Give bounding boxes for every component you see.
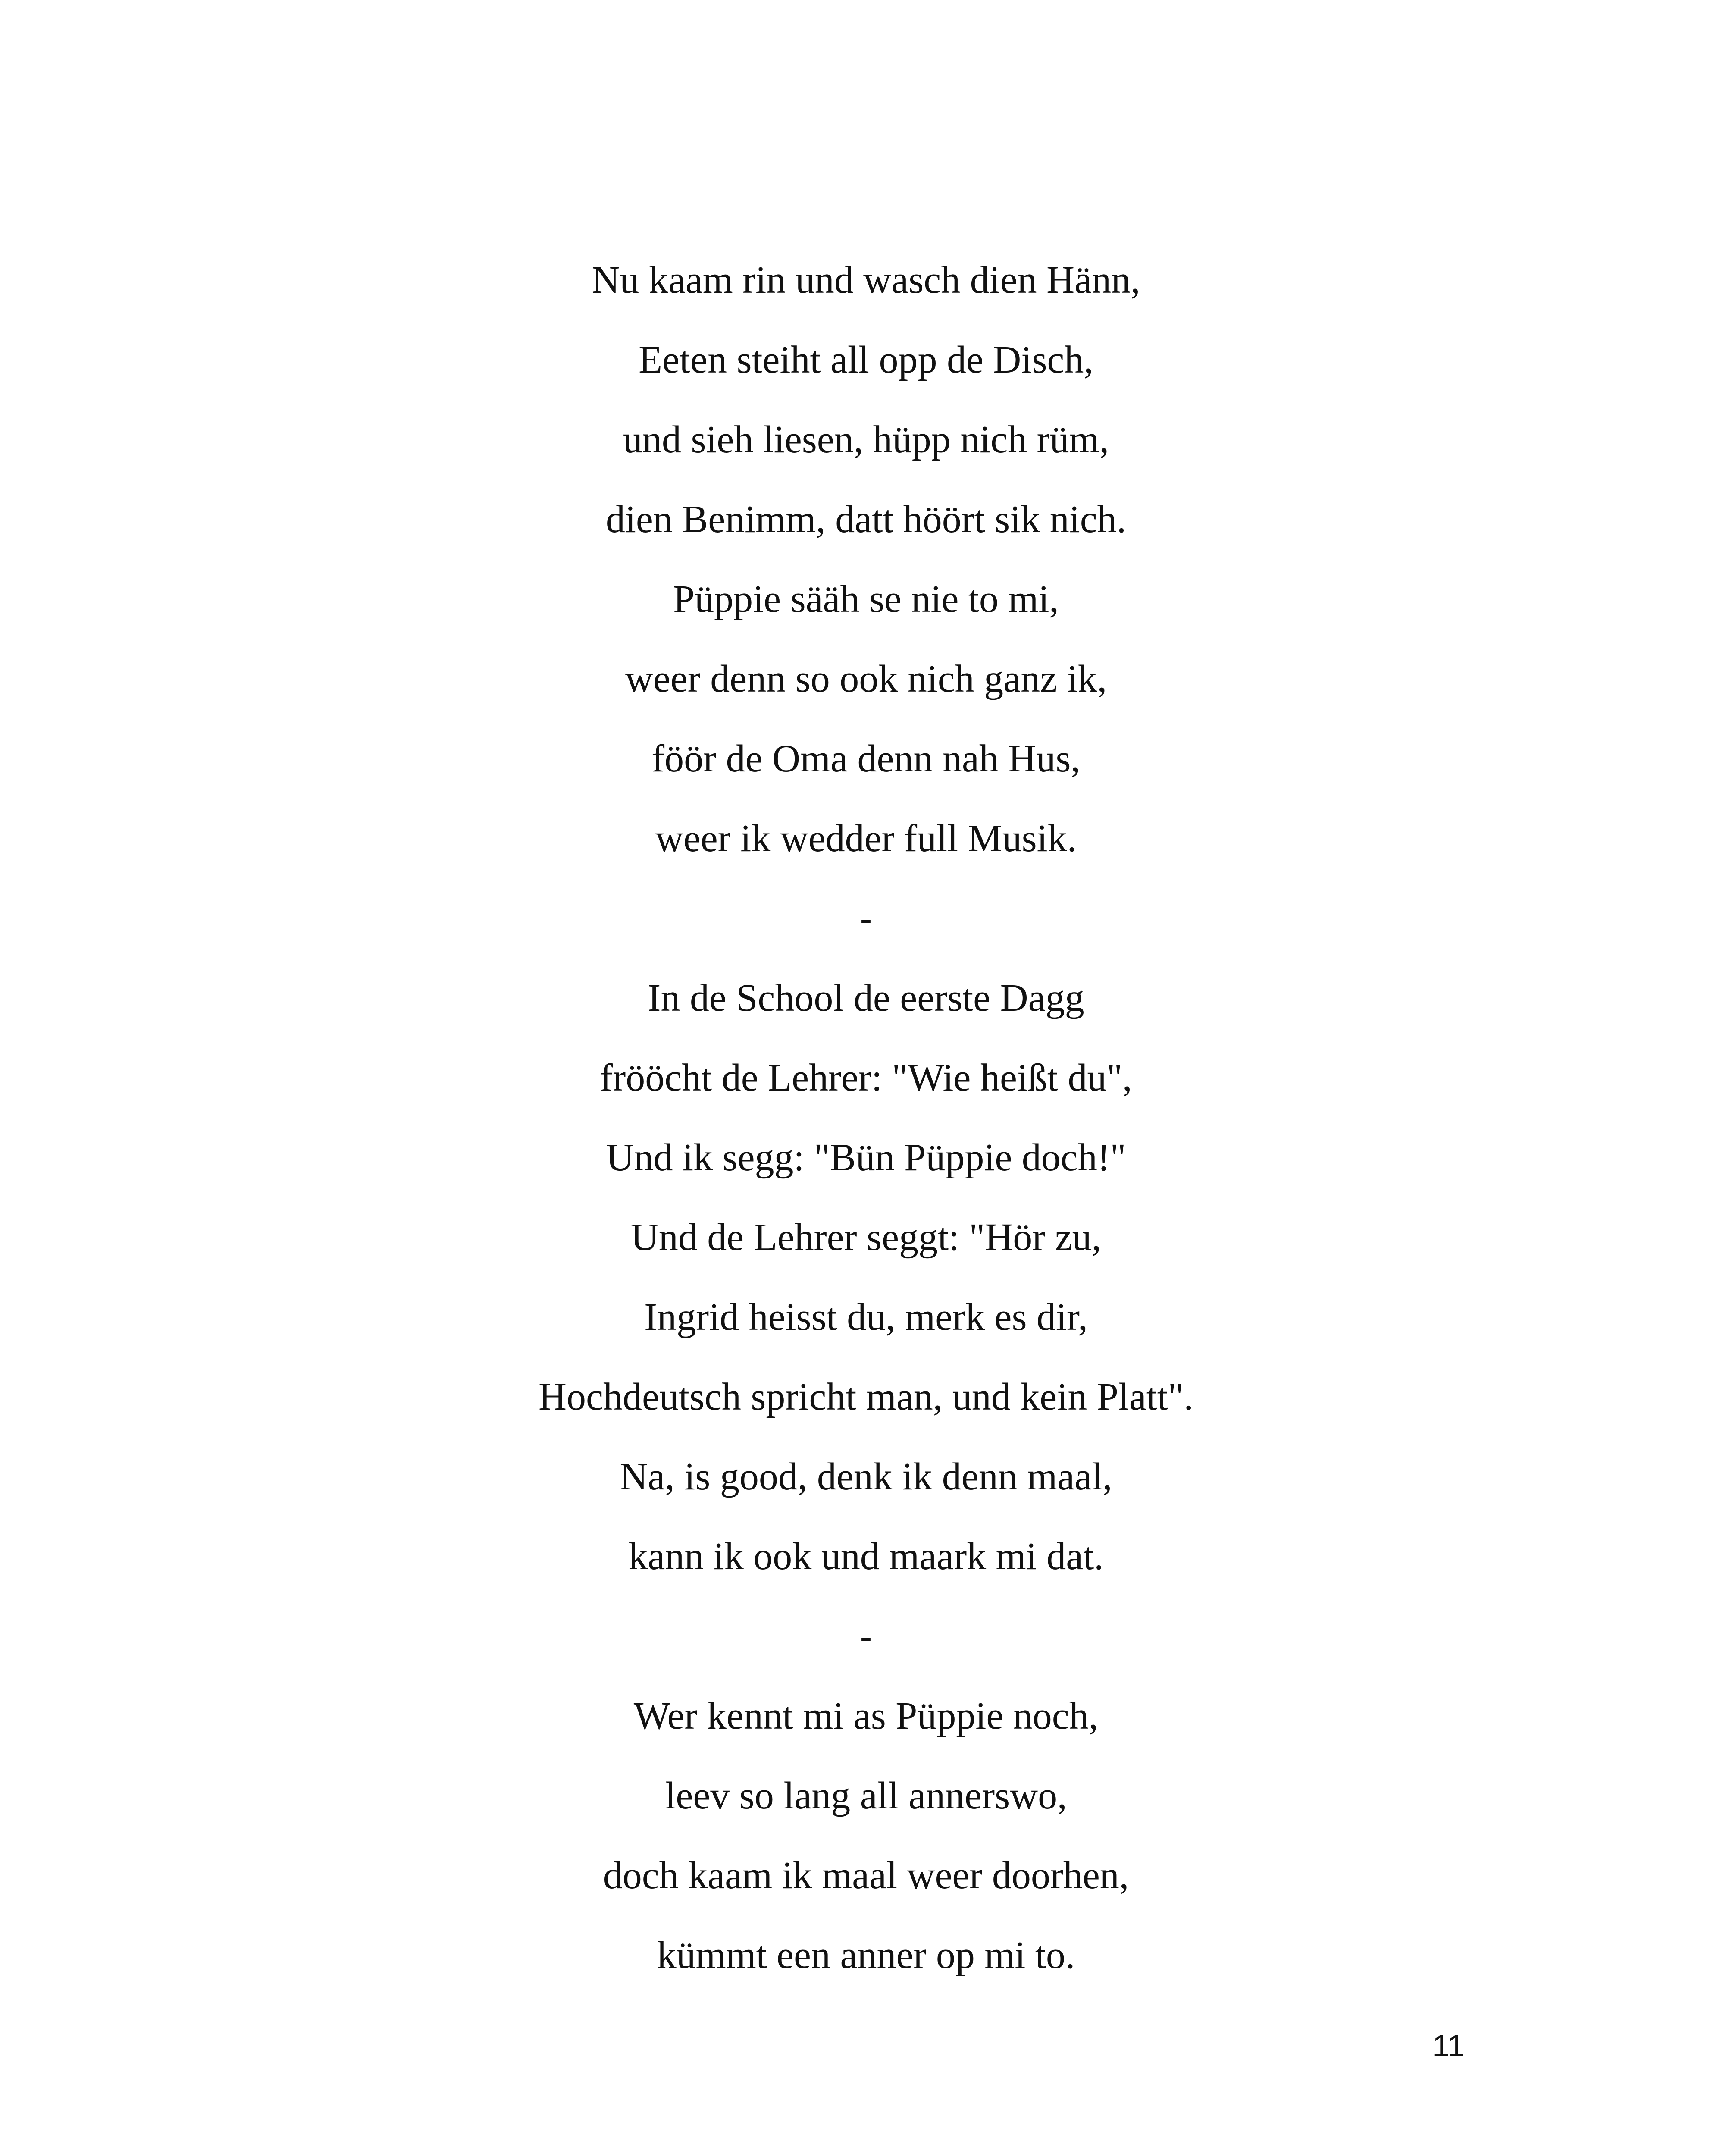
poem-line: Ingrid heisst du, merk es dir, — [644, 1296, 1088, 1338]
poem-line: Und de Lehrer seggt: "Hör zu, — [630, 1216, 1102, 1259]
poem-line: leev so lang all annerswo, — [665, 1774, 1067, 1817]
poem-line: doch kaam ik maal weer doorhen, — [603, 1854, 1129, 1897]
poem-line: föör de Oma denn nah Hus, — [651, 737, 1081, 780]
poem-line: Wer kennt mi as Püppie noch, — [633, 1695, 1099, 1737]
poem-line: frööcht de Lehrer: "Wie heißt du", — [600, 1056, 1132, 1099]
poem-line: dien Benimm, datt höört sik nich. — [605, 498, 1127, 541]
poem-line: Nu kaam rin und wasch dien Hänn, — [592, 259, 1140, 301]
poem-line: kann ik ook und maark mi dat. — [628, 1535, 1104, 1578]
poem-line: weer ik wedder full Musik. — [655, 817, 1077, 860]
page-number: 11 — [1432, 2029, 1465, 2063]
poem-line: Und ik segg: "Bün Püppie doch!" — [606, 1136, 1126, 1179]
poem-line: kümmt een anner op mi to. — [657, 1934, 1075, 1977]
stanza-separator: - — [860, 899, 872, 937]
poem-line: und sieh liesen, hüpp nich rüm, — [623, 418, 1109, 461]
poem-line: Püppie sääh se nie to mi, — [673, 578, 1059, 620]
poem-line: Na, is good, denk ik denn maal, — [620, 1455, 1112, 1498]
poem-line: Hochdeutsch spricht man, und kein Platt". — [539, 1376, 1193, 1418]
poem-line: Eeten steiht all opp de Disch, — [639, 338, 1093, 381]
stanza-separator: - — [860, 1617, 872, 1655]
poem-line: weer denn so ook nich ganz ik, — [625, 658, 1107, 700]
poem-line: In de School de eerste Dagg — [648, 977, 1084, 1019]
